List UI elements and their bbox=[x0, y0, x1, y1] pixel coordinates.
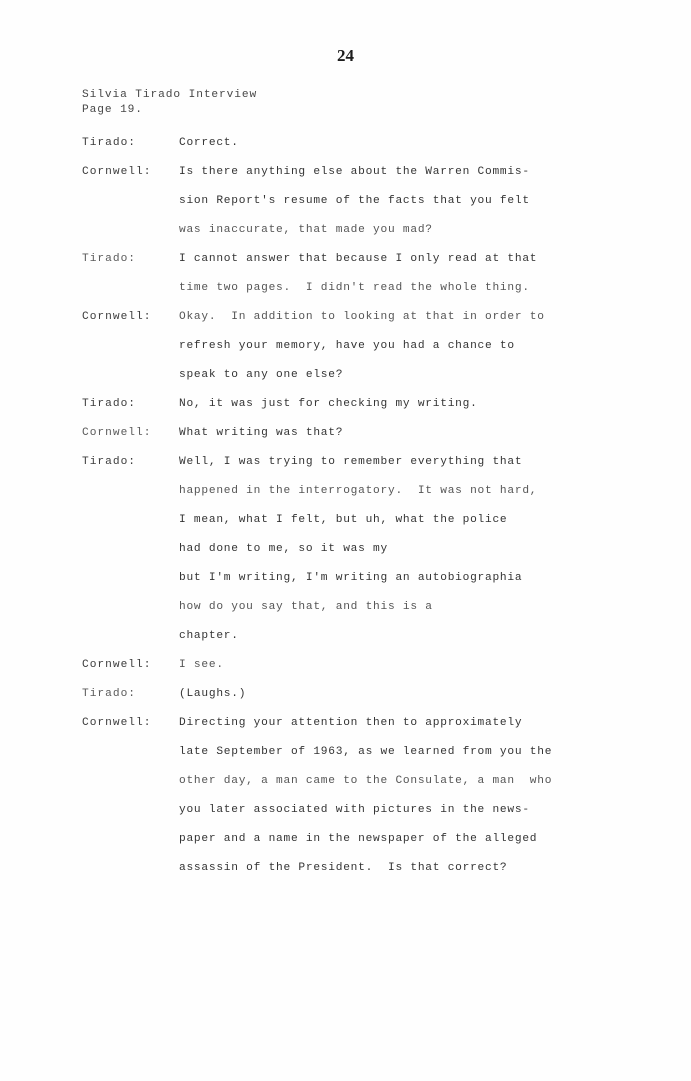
transcript-text: other day, a man came to the Consulate, a man who bbox=[179, 775, 553, 787]
transcript-text: paper and a name in the newspaper of the alleged bbox=[179, 833, 538, 845]
speaker-label: Cornwell: bbox=[82, 427, 152, 439]
speaker-label: Tirado: bbox=[82, 137, 136, 149]
transcript-line bbox=[82, 166, 642, 195]
transcript-continuation-line bbox=[82, 833, 642, 862]
transcript-body bbox=[82, 137, 642, 891]
transcript-continuation-line bbox=[82, 804, 642, 833]
transcript-exchange bbox=[82, 137, 642, 166]
speaker-label: Tirado: bbox=[82, 253, 136, 265]
transcript-text: Directing your attention then to approximately bbox=[179, 717, 523, 729]
transcript-text: I cannot answer that because I only read at that bbox=[179, 253, 538, 265]
transcript-text: refresh your memory, have you had a chance to bbox=[179, 340, 515, 352]
transcript-text: No, it was just for checking my writing. bbox=[179, 398, 478, 410]
transcript-exchange bbox=[82, 166, 642, 253]
transcript-continuation-line bbox=[82, 485, 642, 514]
transcript-text: late September of 1963, as we learned from you the bbox=[179, 746, 553, 758]
transcript-text: chapter. bbox=[179, 630, 239, 642]
transcript-continuation-line bbox=[82, 224, 642, 253]
transcript-text: was inaccurate, that made you mad? bbox=[179, 224, 433, 236]
transcript-continuation-line bbox=[82, 746, 642, 775]
transcript-exchange bbox=[82, 717, 642, 891]
transcript-text: sion Report's resume of the facts that you felt bbox=[179, 195, 530, 207]
transcript-exchange bbox=[82, 659, 642, 688]
transcript-line bbox=[82, 717, 642, 746]
transcript-exchange bbox=[82, 398, 642, 427]
speaker-label: Tirado: bbox=[82, 688, 136, 700]
transcript-continuation-line bbox=[82, 775, 642, 804]
transcript-continuation-line bbox=[82, 514, 642, 543]
transcript-text: I mean, what I felt, but uh, what the police bbox=[179, 514, 508, 526]
speaker-label: Cornwell: bbox=[82, 659, 152, 671]
header-line-title: Silvia Tirado Interview bbox=[82, 89, 258, 101]
transcript-text: Okay. In addition to looking at that in order to bbox=[179, 311, 545, 323]
speaker-label: Cornwell: bbox=[82, 311, 152, 323]
transcript-line bbox=[82, 456, 642, 485]
transcript-continuation-line bbox=[82, 862, 642, 891]
transcript-text: Well, I was trying to remember everything that bbox=[179, 456, 523, 468]
transcript-exchange bbox=[82, 427, 642, 456]
transcript-exchange bbox=[82, 311, 642, 398]
transcript-continuation-line bbox=[82, 369, 642, 398]
transcript-text: but I'm writing, I'm writing an autobiographia bbox=[179, 572, 523, 584]
transcript-continuation-line bbox=[82, 543, 642, 572]
transcript-text: speak to any one else? bbox=[179, 369, 344, 381]
transcript-line bbox=[82, 311, 642, 340]
speaker-label: Tirado: bbox=[82, 456, 136, 468]
transcript-exchange bbox=[82, 688, 642, 717]
speaker-label: Cornwell: bbox=[82, 166, 152, 178]
transcript-continuation-line bbox=[82, 572, 642, 601]
transcript-line bbox=[82, 398, 642, 427]
transcript-continuation-line bbox=[82, 630, 642, 659]
transcript-line bbox=[82, 688, 642, 717]
page-number: 24 bbox=[337, 46, 354, 65]
transcript-continuation-line bbox=[82, 282, 642, 311]
transcript-line bbox=[82, 137, 642, 166]
transcript-text: happened in the interrogatory. It was not hard, bbox=[179, 485, 538, 497]
transcript-line bbox=[82, 253, 642, 282]
transcript-text: how do you say that, and this is a bbox=[179, 601, 433, 613]
transcript-text: you later associated with pictures in the news- bbox=[179, 804, 530, 816]
transcript-continuation-line bbox=[82, 340, 642, 369]
transcript-text: I see. bbox=[179, 659, 224, 671]
transcript-exchange bbox=[82, 456, 642, 659]
speaker-label: Cornwell: bbox=[82, 717, 152, 729]
transcript-text: had done to me, so it was my bbox=[179, 543, 388, 555]
header-line-page: Page 19. bbox=[82, 104, 143, 116]
transcript-continuation-line bbox=[82, 195, 642, 224]
transcript-line bbox=[82, 659, 642, 688]
transcript-text: What writing was that? bbox=[179, 427, 344, 439]
transcript-text: time two pages. I didn't read the whole thing. bbox=[179, 282, 530, 294]
transcript-exchange bbox=[82, 253, 642, 311]
transcript-line bbox=[82, 427, 642, 456]
transcript-text: (Laughs.) bbox=[179, 688, 247, 700]
document-header bbox=[82, 88, 257, 118]
transcript-text: Correct. bbox=[179, 137, 239, 149]
transcript-text: assassin of the President. Is that correct? bbox=[179, 862, 508, 874]
speaker-label: Tirado: bbox=[82, 398, 136, 410]
transcript-text: Is there anything else about the Warren Commis- bbox=[179, 166, 530, 178]
transcript-continuation-line bbox=[82, 601, 642, 630]
